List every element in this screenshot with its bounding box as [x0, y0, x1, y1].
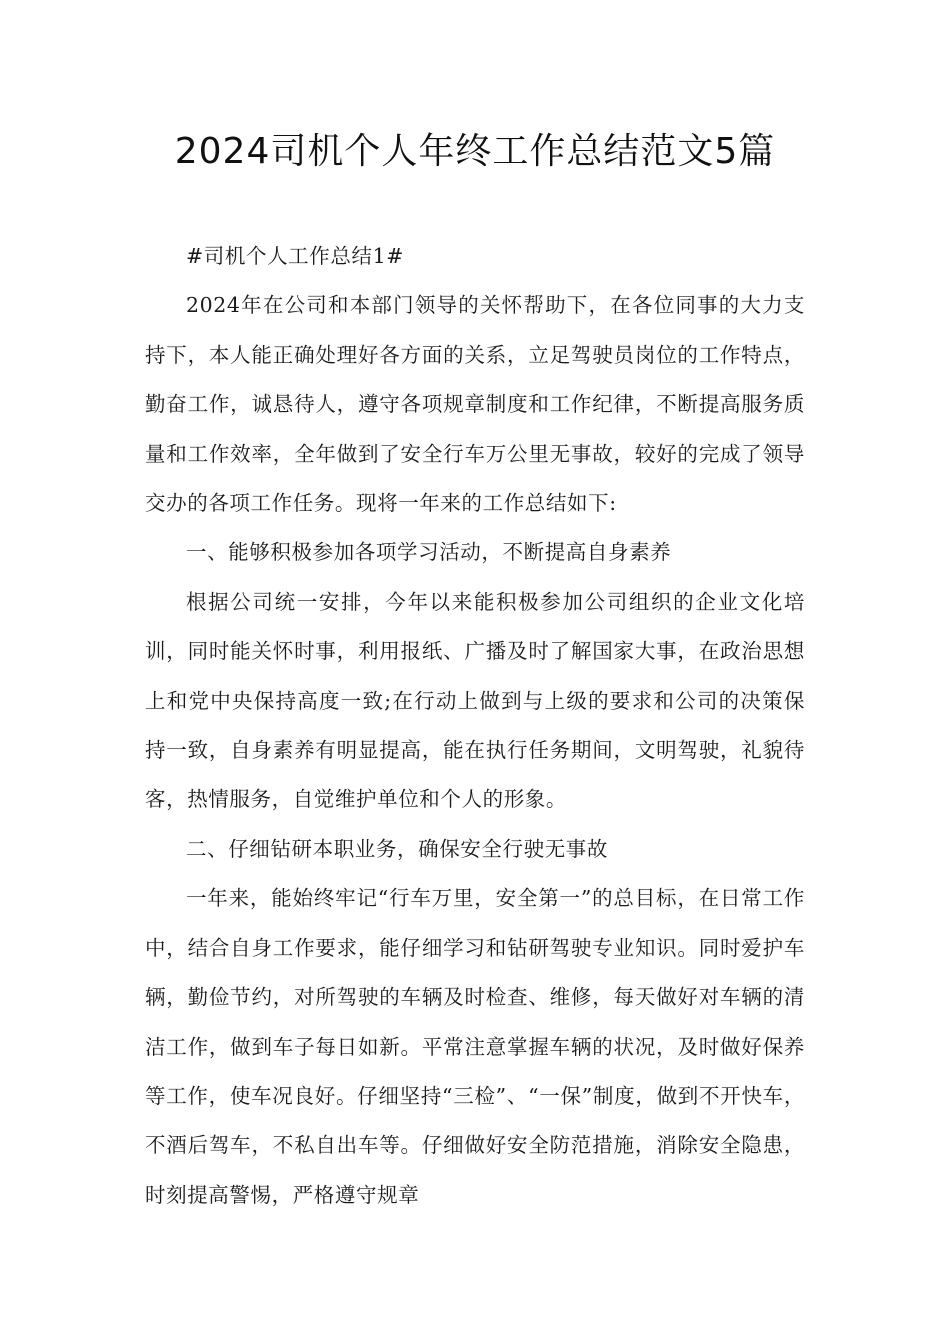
section-heading: #司机个人工作总结1# [186, 244, 404, 268]
section-heading: 二、仔细钻研本职业务，确保安全行驶无事故 [186, 836, 608, 861]
document-title: 2024司机个人年终工作总结范文5篇 [174, 131, 776, 172]
section-heading: 一、能够积极参加各项学习活动，不断提高自身素养 [186, 540, 672, 565]
body-paragraph: 2024年在公司和本部门领导的关怀帮助下，在各位同事的大力支持下，本人能正确处理好各方面的关系，立足驾驶员岗位的工作特点，勤奋工作，诚恳待人，遵守各项规章制度和工作纪律，不断提高服务质量和工作效率，全年做到了安全行车万公里无事故，较好的完成了领导交办的各项工作任务。现将一年来的工作总结如下: [145, 293, 805, 516]
body-paragraph: 根据公司统一安排，今年以来能积极参加公司组织的企业文化培训，同时能关怀时事，利用报纸、广播及时了解国家大事，在政治思想上和党中央保持高度一致;在行动上做到与上级的要求和公司的决策保持一致，自身素养有明显提高，能在执行任务期间，文明驾驶，礼貌待客，热情服务，自觉维护单位和个人的形象。 [145, 589, 805, 812]
body-paragraph: 一年来，能始终牢记“行车万里，安全第一”的总目标，在日常工作中，结合自身工作要求，能仔细学习和钻研驾驶专业知识。同时爱护车辆，勤俭节约，对所驾驶的车辆及时检查、维修，每天做好对车辆的清洁工作，做到车子每日如新。平常注意掌握车辆的状况，及时做好保养等工作，使车况良好。仔细坚持“三检”、“一保”制度，做到不开快车，不酒后驾车，不私自出车等。仔细做好安全防范措施，消除安全隐患，时刻提高警惕，严格遵守规章 [145, 886, 805, 1207]
document-body [145, 232, 805, 1220]
